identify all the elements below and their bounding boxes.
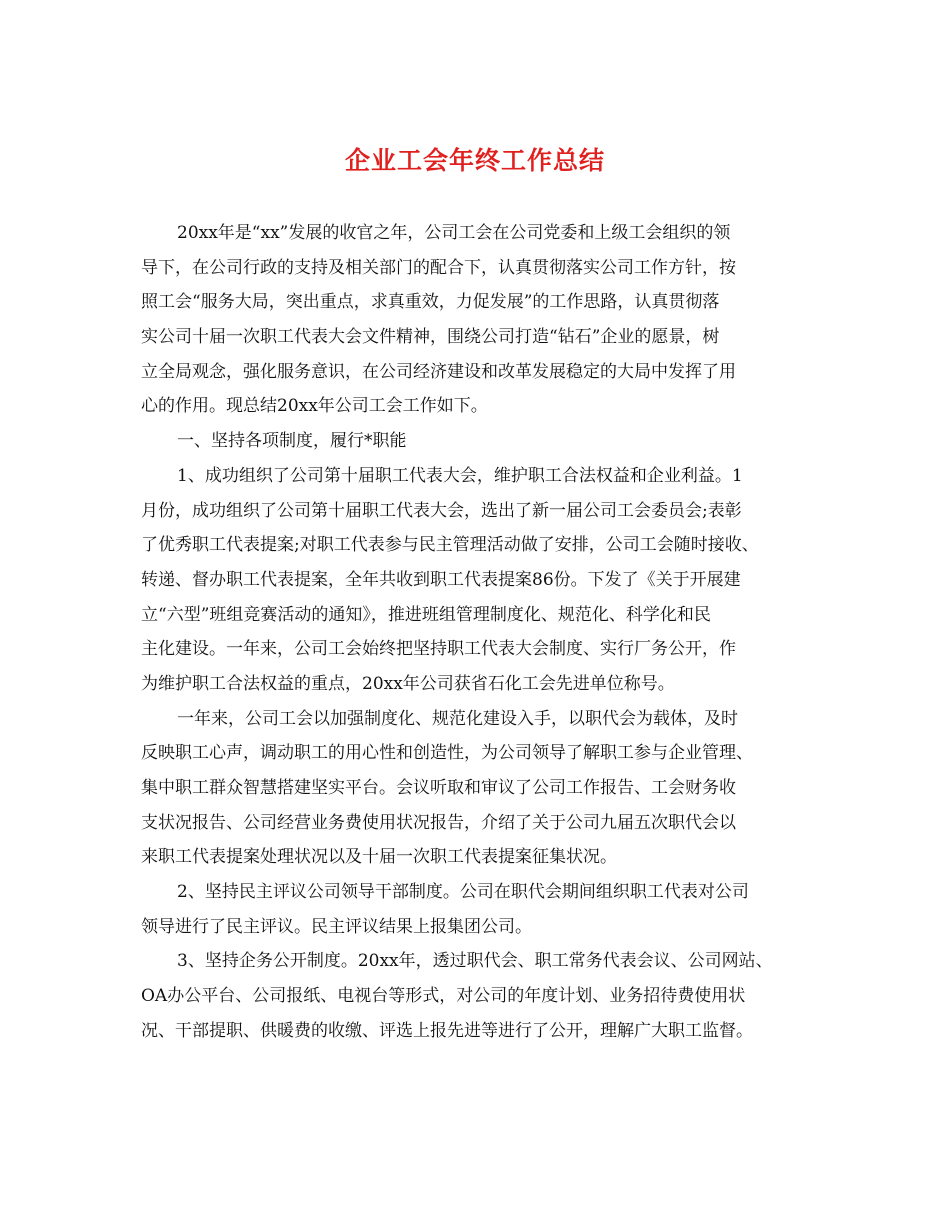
text-line: 立“六型”班组竞赛活动的通知》，推进班组管理制度化、规范化、科学化和民 <box>141 604 711 625</box>
text-line: 2、坚持民主评议公司领导干部制度。公司在职代会期间组织职工代表对公司 <box>177 882 749 903</box>
text-line: 3、坚持企务公开制度。20xx年，透过职代会、职工常务代表会议、公司网站、 <box>177 951 773 972</box>
text-line: 一年来，公司工会以加强制度化、规范化建设入手，以职代会为载体，及时 <box>177 708 738 729</box>
document-body <box>141 216 831 1049</box>
text-line: 支状况报告、公司经营业务费使用状况报告，介绍了关于公司九届五次职代会以 <box>141 812 736 833</box>
text-line: 心的作用。现总结20xx年公司工会工作如下。 <box>141 396 488 417</box>
text-line: 集中职工群众智慧搭建坚实平台。会议听取和审议了公司工作报告、工会财务收 <box>141 778 736 798</box>
text-line: 了优秀职工代表提案;对职工代表参与民主管理活动做了安排，公司工会随时接收、 <box>141 535 759 556</box>
text-line: 反映职工心声，调动职工的用心性和创造性，为公司领导了解职工参与企业管理、 <box>141 743 753 764</box>
text-line: 20xx年是“xx”发展的收官之年，公司工会在公司党委和上级工会组织的领 <box>177 223 731 243</box>
text-line: 领导进行了民主评议。民主评议结果上报集团公司。 <box>141 916 532 937</box>
text-line: 况、干部提职、供暖费的收缴、评选上报先进等进行了公开，理解广大职工监督。 <box>141 1020 753 1041</box>
text-line: 1、成功组织了公司第十届职工代表大会，维护职工合法权益和企业利益。1 <box>177 465 743 486</box>
text-line: 导下，在公司行政的支持及相关部门的配合下，认真贯彻落实公司工作方针，按 <box>141 257 736 278</box>
text-line: 为维护职工合法权益的重点，20xx年公司获省石化工会先进单位称号。 <box>141 673 675 694</box>
text-line: 来职工代表提案处理状况以及十届一次职工代表提案征集状况。 <box>141 847 617 868</box>
text-line: 转递、督办职工代表提案，全年共收到职工代表提案86份。下发了《关于开展建 <box>141 569 741 590</box>
text-line: 主化建设。一年来，公司工会始终把坚持职工代表大会制度、实行厂务公开，作 <box>141 639 736 660</box>
text-line: 月份，成功组织了公司第十届职工代表大会，选出了新一届公司工会委员会;表彰 <box>141 500 742 521</box>
text-line: 实公司十届一次职工代表大会文件精神，围绕公司打造“钻石”企业的愿景，树 <box>141 327 720 348</box>
text-line: OA办公平台、公司报纸、电视台等形式，对公司的年度计划、业务招待费使用状 <box>141 986 746 1007</box>
text-line: 一、坚持各项制度，履行*职能 <box>177 431 407 452</box>
text-line: 照工会“服务大局，突出重点，求真重效，力促发展”的工作思路，认真贯彻落 <box>141 292 720 313</box>
document-title: 企业工会年终工作总结 <box>344 146 605 175</box>
text-line: 立全局观念，强化服务意识，在公司经济建设和改革发展稳定的大局中发挥了用 <box>141 361 736 382</box>
